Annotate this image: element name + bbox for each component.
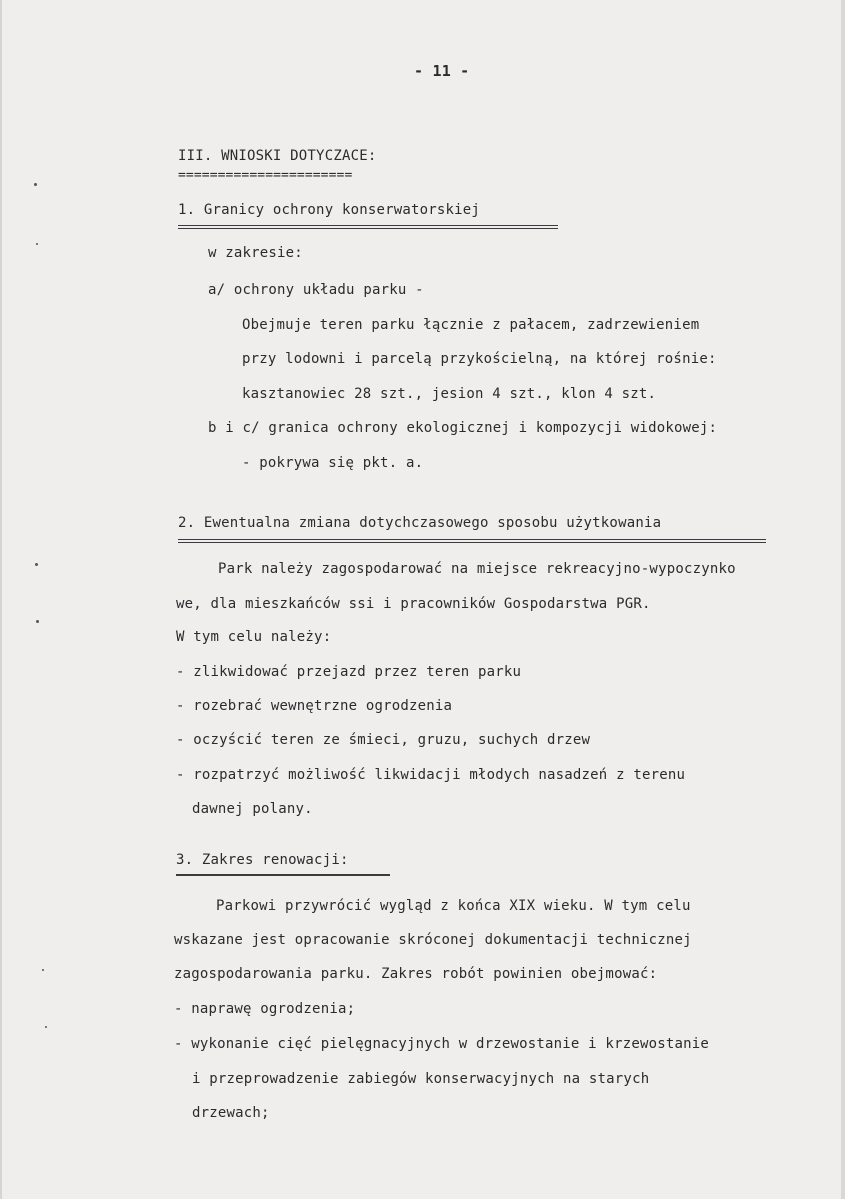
item2-paragraph-line1: Park należy zagospodarować na miejsce rekreacyjno-wypoczynko [218, 561, 736, 577]
item3-title-underline [176, 874, 390, 876]
margin-speck [45, 1026, 47, 1028]
item2-list-item: - rozebrać wewnętrzne ogrodzenia [176, 698, 453, 714]
item3-list-item-continuation: i przeprowadzenie zabiegów konserwacyjnych na starych [192, 1071, 650, 1087]
section-heading-underline: ====================== [178, 168, 353, 183]
item1-a-title: a/ ochrony układu parku - [208, 282, 424, 298]
margin-speck [36, 243, 38, 245]
item1-title: 1. Granicy ochrony konserwatorskiej [178, 202, 481, 218]
item3-title: 3. Zakres renowacji: [176, 852, 349, 868]
item2-list-item-continuation: dawnej polany. [192, 801, 313, 817]
item2-list-item: - rozpatrzyć możliwość likwidacji młodych nasadzeń z terenu [176, 767, 686, 783]
page-number: - 11 - [414, 62, 470, 80]
margin-speck [34, 183, 37, 186]
item1-a-line2: przy lodowni i parcelą przykościelną, na której rośnie: [242, 351, 717, 367]
item2-title: 2. Ewentualna zmiana dotychczasowego sposobu użytkowania [178, 515, 662, 531]
item2-paragraph-line2: we, dla mieszkańców ssi i pracowników Gospodarstwa PGR. [176, 596, 651, 612]
item3-list-item: - wykonanie cięć pielęgnacyjnych w drzewostanie i krzewostanie [174, 1036, 709, 1052]
page-edge [841, 0, 845, 1199]
item1-a-line1: Obejmuje teren parku łącznie z pałacem, zadrzewieniem [242, 317, 700, 333]
item1-bc-title: b i c/ granica ochrony ekologicznej i kompozycji widokowej: [208, 420, 718, 436]
item1-scope-label: w zakresie: [208, 245, 303, 261]
item3-list-item: - naprawę ogrodzenia; [174, 1001, 356, 1017]
margin-speck [35, 563, 38, 566]
item2-intro: W tym celu należy: [176, 629, 332, 645]
item3-paragraph-line2: wskazane jest opracowanie skróconej dokumentacji technicznej [174, 932, 692, 948]
item3-paragraph-line1: Parkowi przywrócić wygląd z końca XIX wieku. W tym celu [216, 898, 691, 914]
section-heading: III. WNIOSKI DOTYCZACE: [178, 148, 377, 164]
item3-list-item-continuation: drzewach; [192, 1105, 270, 1121]
item2-list-item: - zlikwidować przejazd przez teren parku [176, 664, 522, 680]
item1-a-line3: kasztanowiec 28 szt., jesion 4 szt., klon 4 szt. [242, 386, 657, 402]
item2-list-item: - oczyścić teren ze śmieci, gruzu, suchych drzew [176, 732, 591, 748]
margin-speck [42, 969, 44, 971]
item1-bc-line: - pokrywa się pkt. a. [242, 455, 424, 471]
item1-title-underline [178, 225, 558, 226]
item2-title-underline [178, 539, 766, 540]
item3-paragraph-line3: zagospodarowania parku. Zakres robót powinien obejmować: [174, 966, 658, 982]
margin-speck [36, 620, 39, 623]
